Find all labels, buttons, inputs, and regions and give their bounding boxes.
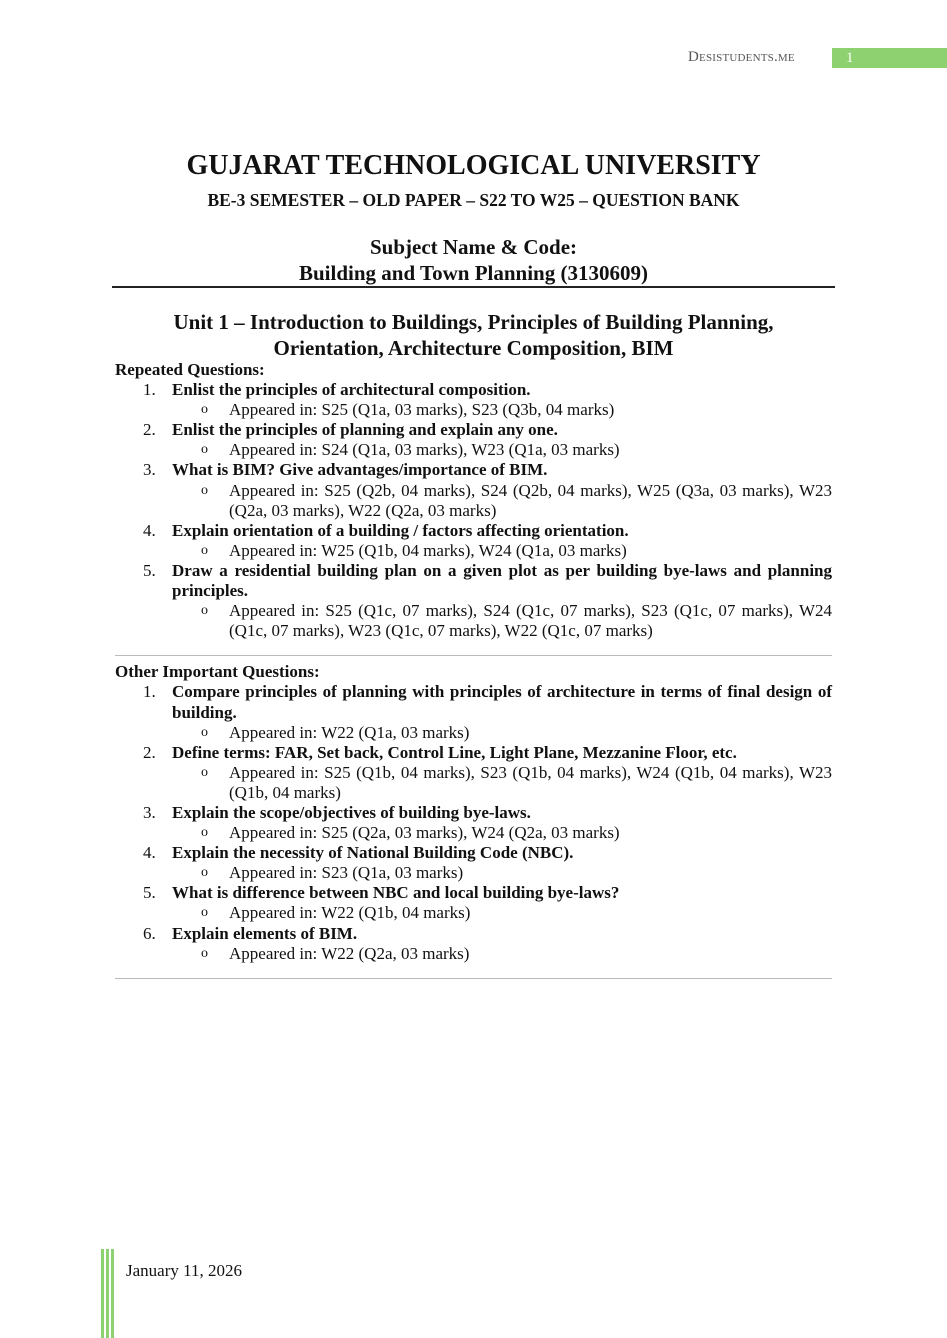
appeared-in-item	[115, 763, 832, 803]
question-text: Compare principles of planning with principles of architecture in terms of final design of building.	[172, 682, 832, 722]
question-text: What is difference between NBC and local building bye-laws?	[172, 883, 620, 903]
question-text: Define terms: FAR, Set back, Control Line, Light Plane, Mezzanine Floor, etc.	[172, 742, 737, 762]
appeared-in-text: Appeared in: S24 (Q1a, 03 marks), W23 (Q1a, 03 marks)	[229, 440, 620, 460]
subject-label: Subject Name & Code:	[369, 235, 578, 259]
question-item	[115, 682, 832, 722]
question-number: 5.	[143, 883, 156, 903]
bullet-icon: o	[201, 945, 208, 961]
question-number: 3.	[143, 802, 156, 822]
question-text: Explain the scope/objectives of building bye-laws.	[172, 802, 531, 822]
question-item	[115, 380, 832, 400]
question-number: 4.	[143, 843, 156, 863]
question-number: 1.	[143, 682, 156, 702]
unit-heading	[0, 309, 947, 361]
header-site-name: Desistudents.me	[688, 49, 795, 65]
section-title: Other Important Questions:	[115, 662, 320, 682]
question-number: 4.	[143, 520, 156, 540]
question-text: What is BIM? Give advantages/importance of BIM.	[172, 460, 548, 480]
question-text: Explain elements of BIM.	[172, 923, 358, 943]
footer-date: January 11, 2026	[126, 1261, 242, 1280]
bullet-icon: o	[201, 482, 208, 498]
section-title: Repeated Questions:	[115, 360, 265, 379]
question-item	[115, 924, 832, 944]
appeared-in-text: Appeared in: S25 (Q2a, 03 marks), W24 (Q2a, 03 marks)	[229, 823, 620, 843]
unit-heading-line-2: Orientation, Architecture Composition, BIM	[273, 336, 674, 360]
appeared-in-item	[115, 944, 832, 964]
bullet-icon: o	[201, 542, 208, 558]
appeared-in-item	[115, 481, 832, 521]
bullet-icon: o	[201, 402, 208, 418]
page-number-badge: 1	[832, 48, 947, 68]
unit-heading-line-1: Unit 1 – Introduction to Buildings, Principles of Building Planning,	[173, 310, 774, 334]
footer-decorative-bars	[101, 1249, 114, 1338]
question-item	[115, 743, 832, 763]
appeared-in-text: Appeared in: S25 (Q1c, 07 marks), S24 (Q1c, 07 marks), S23 (Q1c, 07 marks), W24 (Q1c, 07 marks), W23 (Q1c, 07 marks), W22 (Q1c, 07 marks)	[229, 601, 832, 641]
document-subtitle: BE-3 SEMESTER – OLD PAPER – S22 TO W25 – QUESTION BANK	[207, 190, 740, 210]
question-number: 5.	[143, 560, 156, 580]
question-item	[115, 843, 832, 863]
question-text: Enlist the principles of planning and explain any one.	[172, 420, 558, 440]
bullet-icon: o	[201, 442, 208, 458]
section-divider	[115, 978, 832, 979]
appeared-in-item	[115, 400, 832, 420]
appeared-in-item	[115, 541, 832, 561]
appeared-in-text: Appeared in: W25 (Q1b, 04 marks), W24 (Q1a, 03 marks)	[229, 540, 627, 560]
section-divider	[115, 655, 832, 656]
appeared-in-item	[115, 863, 832, 883]
question-item	[115, 883, 832, 903]
bullet-icon: o	[201, 825, 208, 841]
bullet-icon: o	[201, 764, 208, 780]
appeared-in-text: Appeared in: W22 (Q1b, 04 marks)	[229, 903, 471, 923]
bullet-icon: o	[201, 865, 208, 881]
subject-heading	[0, 234, 947, 286]
appeared-in-text: Appeared in: W22 (Q1a, 03 marks)	[229, 722, 470, 742]
appeared-in-item	[115, 823, 832, 843]
question-text: Draw a residential building plan on a given plot as per building bye-laws and planning principles.	[172, 560, 832, 601]
appeared-in-text: Appeared in: S23 (Q1a, 03 marks)	[229, 863, 464, 883]
question-text: Explain the necessity of National Building Code (NBC).	[172, 843, 574, 863]
appeared-in-item	[115, 440, 832, 460]
appeared-in-text: Appeared in: S25 (Q1a, 03 marks), S23 (Q3b, 04 marks)	[229, 400, 615, 420]
question-number: 3.	[143, 460, 156, 480]
appeared-in-item	[115, 903, 832, 923]
appeared-in-text: Appeared in: S25 (Q2b, 04 marks), S24 (Q2b, 04 marks), W25 (Q3a, 03 marks), W23 (Q2a, 03 marks), W22 (Q2a, 03 marks)	[229, 480, 832, 520]
question-content	[115, 360, 832, 985]
appeared-in-item	[115, 601, 832, 641]
appeared-in-text: Appeared in: W22 (Q2a, 03 marks)	[229, 943, 470, 963]
subject-name: Building and Town Planning (3130609)	[299, 261, 648, 285]
question-item	[115, 420, 832, 440]
question-section	[115, 662, 832, 978]
question-item	[115, 803, 832, 823]
appeared-in-text: Appeared in: S25 (Q1b, 04 marks), S23 (Q1b, 04 marks), W24 (Q1b, 04 marks), W23 (Q1b, 04 marks)	[229, 762, 832, 802]
question-number: 6.	[143, 923, 156, 943]
bullet-icon: o	[201, 905, 208, 921]
question-number: 2.	[143, 742, 156, 762]
question-item	[115, 521, 832, 541]
question-number: 2.	[143, 420, 156, 440]
document-title: GUJARAT TECHNOLOGICAL UNIVERSITY	[186, 150, 761, 181]
appeared-in-item	[115, 723, 832, 743]
question-item	[115, 561, 832, 601]
title-divider	[112, 286, 835, 288]
bullet-icon: o	[201, 603, 208, 619]
bullet-icon: o	[201, 724, 208, 740]
question-text: Explain orientation of a building / factors affecting orientation.	[172, 520, 629, 540]
question-item	[115, 460, 832, 480]
question-number: 1.	[143, 380, 156, 400]
question-section	[115, 360, 832, 656]
question-text: Enlist the principles of architectural composition.	[172, 380, 531, 400]
